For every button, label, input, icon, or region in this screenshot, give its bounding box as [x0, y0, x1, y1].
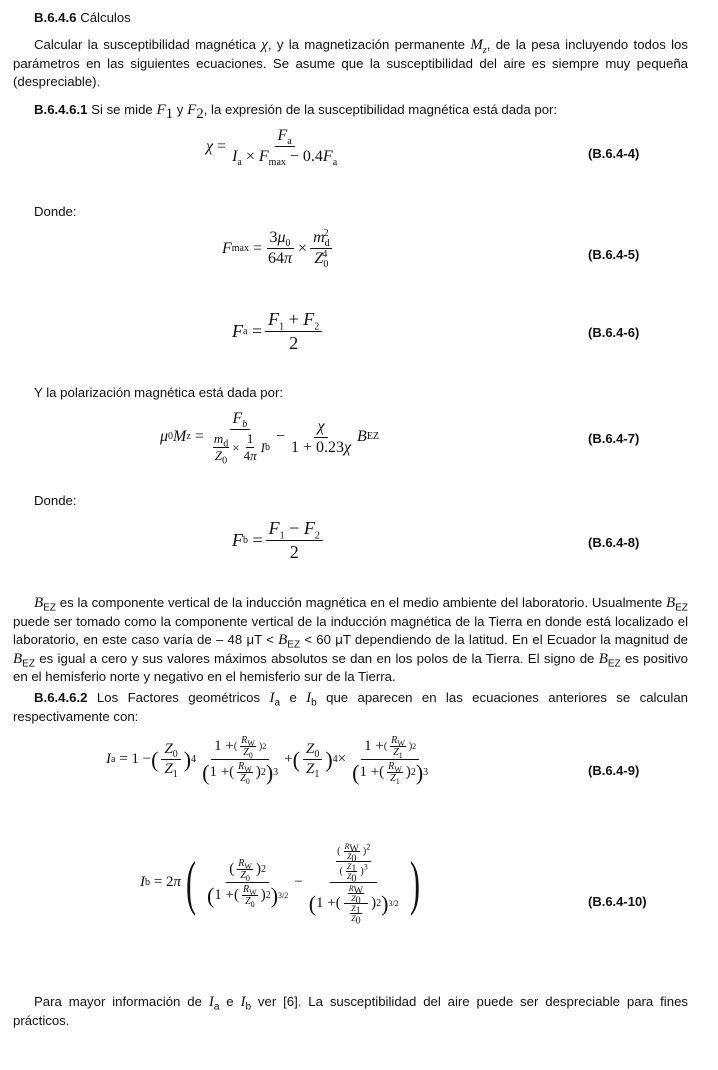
equation-number: (B.6.4-4) [588, 146, 640, 161]
equation-number: (B.6.4-8) [588, 535, 640, 550]
closing-paragraph: Para mayor información de $I_a$ e $I_b$ ver [6]. La susceptibilidad del aire puede ser despreciable para fines prácticos. [13, 994, 688, 1028]
equation-ia: I a = 1 − ( $\frac{Z_0}{Z_1}$ ) 4 1 + ( $\frac{R_W}{Z_0}$ ) 2 ( 1 + ( $\frac{R_W}{Z_0}$ ) 2 ) 3 + ( $\frac{Z_0}{Z_1}$ ) 4 × 1 + ( $\frac{R_W}{Z_1}$ ) 2 ( 1 + ( $\frac{R_W}{Z_1}$ ) 2 ) 3 [106, 735, 429, 786]
donde-label: Donde: [34, 204, 77, 219]
subsection-1: B.6.4.6.1 Si se mide $F_1$ y $F_2$, la expresión de la susceptibilidad magnética está dada por: [34, 102, 558, 122]
section-title: Cálculos [80, 10, 131, 25]
equation-fa: F a = $\frac{F_1 + F_2}{2}$ [232, 309, 325, 354]
equation-fb: F b = $\frac{F_1 - F_2}{2}$ [232, 518, 326, 563]
equation-number: (B.6.4-6) [588, 325, 640, 340]
intro-paragraph: Calcular la susceptibilidad magnética χ, y la magnetización permanente $M_z$, de la pesa incluyendo todos los parámetros en las siguientes ecuaciones. Se asume que la susceptibilidad del aire es siempre muy pequeña (despreciable). [13, 37, 688, 89]
donde-label: Donde: [34, 493, 77, 508]
equation-fmax: F max = $\frac{3\mu_0}{64\pi}$ × $\frac{m_d^2}{Z_0^4}$ [222, 227, 330, 271]
equation-number: (B.6.4-10) [588, 894, 647, 909]
equation-mz: μ 0 M z = $F_b$ $\frac{m_d}{Z_0}$ × $\frac{1}{4\pi}$ I b − $\frac{\chi}{1 + 0.23\chi}$ B EZ [160, 410, 380, 467]
equation-number: (B.6.4-9) [588, 763, 640, 778]
equation-ib: I b = 2 π ( ( $\frac{R_W}{Z_0}$ ) 2 ( 1 + ( $\frac{R_W}{Z_0}$ ) 2 ) 3/2 − ( $\frac{R_W}{Z_0}$ )$^2$ ( $\frac{Z_1}{Z_0}$ )$^3$ ( 1 + ( $\frac{\frac{R_W}{Z_0}}{\frac{Z_1}{Z_0}}$ ) 2 ) 3/2 ) [140, 842, 420, 927]
bez-paragraph: $B_{EZ}$ es la componente vertical de la inducción magnética en el medio ambiente del laboratorio. Usualmente $B_{EZ}$ puede ser tomado como la componente vertical de la inducción magnética de la Tierra en donde está localizado el laboratorio, en este caso varía de – 48 $\mu T < B_{EZ} < 60$ μT dependiendo de la latitud. En el Ecuador la magnitud de $B_{EZ}$ es igual a cero y sus valores máximos absolutos se dan en los polos de la Tierra. El signo de $B_{EZ}$ es positivo en el hemisferio norte y negativo en el hemisferio sur de la Tierra. [13, 595, 689, 684]
section-number: B.6.4.6 [34, 10, 77, 25]
equation-number: (B.6.4-7) [588, 431, 640, 446]
section-heading [34, 9, 131, 27]
subsection-2: B.6.4.6.2 Los Factores geométricos $I_a$ e $I_b$ que aparecen en las ecuaciones anteriores se calculan respectivamente con: [13, 690, 688, 724]
polarization-text: Y la polarización magnética está dada por: [34, 385, 284, 400]
equation-chi: χ = $\frac{F_a}{I_a \times F_{max} - 0.4F_a}$ [206, 127, 338, 169]
equation-number: (B.6.4-5) [588, 247, 640, 262]
